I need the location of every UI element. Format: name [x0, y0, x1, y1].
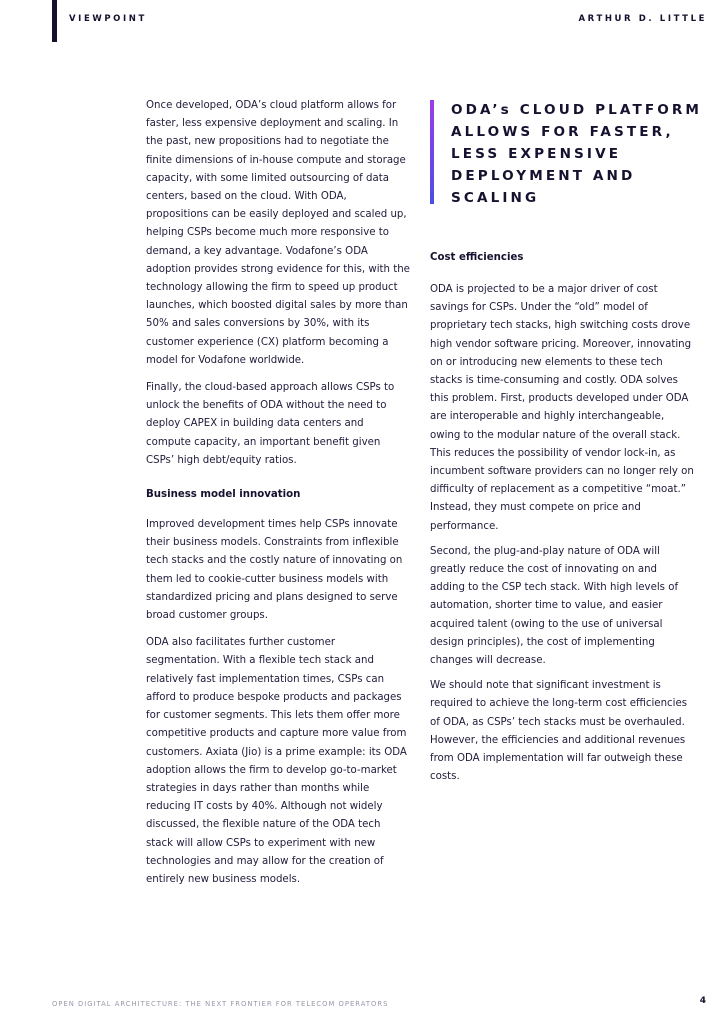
right-column [430, 249, 694, 793]
pull-quote-accent-bar [430, 100, 434, 204]
left-column [146, 97, 410, 896]
paragraph: We should note that significant investment is required to achieve the long-term cost efficiencies of ODA, as CSPs’ tech stacks must be overhauled. However, the efficiencies and additional revenues from ODA implementation will far outweigh these costs. [430, 680, 688, 783]
paragraph: Once developed, ODA’s cloud platform allows for faster, less expensive deployment and scaling. In the past, new propositions had to negotiate the finite dimensions of in-house compute and storage capacity, with some limited outsourcing of data centers, based on the cloud. With ODA, propositions can be easily deployed and scaled up, helping CSPs become much more responsive to demand, a key advantage. Vodafone’s ODA adoption provides strong evidence for this, with the technology allowing the firm to speed up product launches, which boosted digital sales by more than 50% and sales conversions by 30%, with its customer experience (CX) platform becoming a model for Vodafone worldwide. [146, 100, 410, 366]
paragraph: ODA also facilitates further customer segmentation. With a flexible tech stack and relatively fast implementation times, CSPs can afford to produce bespoke products and packages for customer segments. This lets them offer more competitive products and capture more value from customers. Axiata (Jio) is a prime example: its ODA adoption allows the firm to develop go-to-market strategies in days rather than months while reducing IT costs by 40%. Although not widely discussed, the flexible nature of the ODA tech stack will allow CSPs to experiment with new technologies and may allow for the creation of entirely new business models. [146, 637, 407, 885]
company-name: ARTHUR D. LITTLE [578, 14, 707, 24]
section-heading: Business model innovation [146, 489, 301, 501]
header-accent-bar [52, 0, 57, 42]
paragraph: ODA is projected to be a major driver of cost savings for CSPs. Under the “old” model of proprietary tech stacks, high switching costs drove high vendor software pricing. Moreover, innovating on or introducing new elements to these tech stacks is time-consuming and costly. ODA solves this problem. First, products developed under ODA are interoperable and highly interchangeable, owing to the modular nature of the overall stack. This reduces the possibility of vendor lock-in, as incumbent software providers can no longer rely on difficulty of replacement as a competitive “moat.” Instead, they must compete on price and performance. [430, 284, 694, 532]
paragraph: Improved development times help CSPs innovate their business models. Constraints from inflexible tech stacks and the costly nature of innovating on them led to cookie-cutter business models with standardized pricing and plans designed to serve broad customer groups. [146, 519, 403, 622]
page-number: 4 [699, 996, 706, 1006]
footer-title: OPEN DIGITAL ARCHITECTURE: THE NEXT FRONTIER FOR TELECOM OPERATORS [52, 1000, 389, 1008]
paragraph: Finally, the cloud-based approach allows CSPs to unlock the benefits of ODA without the need to deploy CAPEX in building data centers and compute capacity, an important benefit given CSPs’ high debt/equity ratios. [146, 382, 395, 466]
section-heading: Cost efficiencies [430, 252, 524, 263]
section-label: VIEWPOINT [69, 14, 147, 24]
paragraph: Second, the plug-and-play nature of ODA will greatly reduce the cost of innovating on and adding to the CSP tech stack. With high levels of automation, shorter time to value, and easier acquired talent (owing to the use of universal design principles), the cost of implementing changes will decrease. [430, 545, 679, 667]
pull-quote: ODA’s CLOUD PLATFORM ALLOWS FOR FASTER, LESS EXPENSIVE DEPLOYMENT AND SCALING [451, 102, 703, 206]
